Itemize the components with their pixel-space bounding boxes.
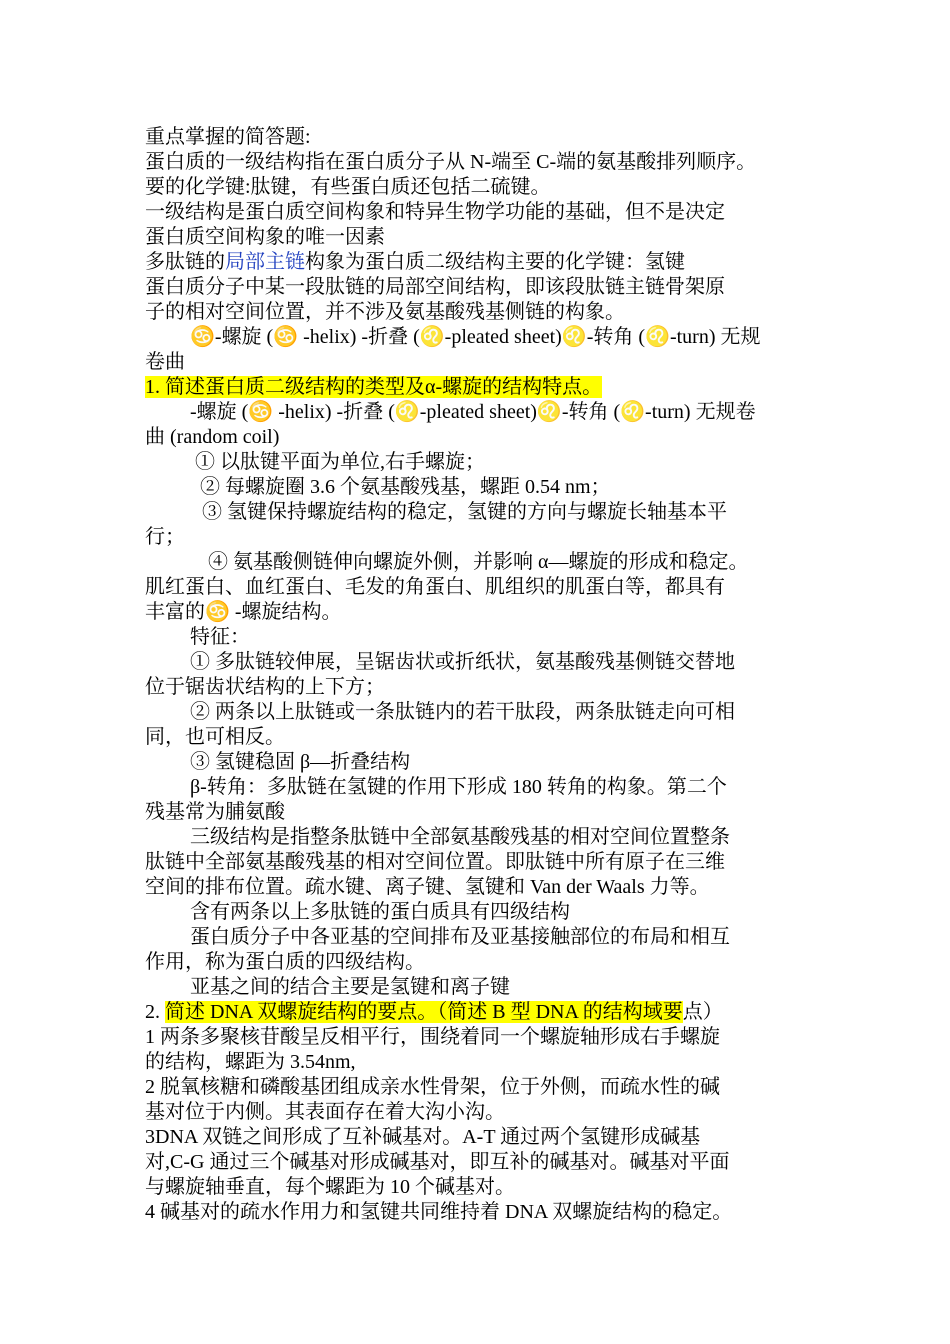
q2-line: 1 两条多聚核苷酸呈反相平行，围绕着同一个螺旋轴形成右手螺旋: [145, 1026, 720, 1048]
q1-point: ④ 氨基酸侧链伸向螺旋外侧，并影响 α—螺旋的形成和稳定。: [208, 551, 749, 573]
q1-feature: ② 两条以上肽链或一条肽链内的若干肽段，两条肽链走向可相: [190, 701, 735, 723]
q1-turn: β-转角：多肽链在氢键的作用下形成 180 转角的构象。第二个: [190, 776, 727, 798]
secondary-line: 卷曲: [145, 351, 185, 373]
text-span: 多肽链的: [145, 251, 225, 273]
q1-point: ② 每螺旋圈 3.6 个氨基酸残基，螺距 0.54 nm；: [200, 476, 611, 498]
highlight-link-text: 局部主链: [225, 251, 305, 273]
q1-line: -螺旋 (♋ -helix) -折叠 (♌-pleated sheet)♌-转角 (♌-turn) 无规卷: [190, 401, 756, 423]
q1-feature: ① 多肽链较伸展，呈锯齿状或折纸状，氨基酸残基侧链交替地: [190, 651, 735, 673]
q1-line: 残基常为脯氨酸: [145, 801, 285, 823]
q1-features-label: 特征：: [190, 626, 250, 648]
q1-point: ③ 氢键保持螺旋结构的稳定，氢键的方向与螺旋长轴基本平: [202, 501, 727, 523]
q2-line: 4 碱基对的疏水作用力和氢键共同维持着 DNA 双螺旋结构的稳定。: [145, 1201, 733, 1223]
q2-line: 2 脱氧核糖和磷酸基团组成亲水性骨架，位于外侧，而疏水性的碱: [145, 1076, 720, 1098]
primary-line: 蛋白质空间构象的唯一因素: [145, 226, 385, 248]
q1-point: ① 以肽键平面为单位,右手螺旋；: [195, 451, 485, 473]
q1-quaternary: 蛋白质分子中各亚基的空间排布及亚基接触部位的布局和相互: [190, 926, 730, 948]
secondary-line: [145, 250, 810, 274]
q1-line: 肌红蛋白、血红蛋白、毛发的角蛋白、肌组织的肌蛋白等，都具有: [145, 576, 725, 598]
q1-line: 同，也可相反。: [145, 726, 285, 748]
primary-line: 蛋白质的一级结构指在蛋白质分子从 N-端至 C-端的氨基酸排列顺序。: [145, 151, 757, 173]
q1-quaternary: 亚基之间的结合主要是氢键和离子键: [190, 976, 510, 998]
doc-title: 重点掌握的简答题:: [145, 126, 311, 148]
q1-feature: ③ 氢键稳固 β—折叠结构: [190, 751, 411, 773]
question-2-heading: [145, 1000, 810, 1024]
text-span: 点）: [682, 1001, 723, 1023]
q1-line: 空间的排布位置。疏水键、离子键、氢键和 Van der Waals 力等。: [145, 876, 710, 898]
q2-line: 的结构，螺距为 3.54nm,: [145, 1051, 356, 1073]
q1-line: 作用，称为蛋白质的四级结构。: [145, 951, 425, 973]
primary-line: 要的化学键:肽键，有些蛋白质还包括二硫键。: [145, 176, 551, 198]
question-1-heading: [145, 375, 810, 399]
q2-line: 基对位于内侧。其表面存在着大沟小沟。: [145, 1101, 505, 1123]
q1-line: 曲 (random coil): [145, 426, 280, 448]
q2-line: 3DNA 双链之间形成了互补碱基对。A-T 通过两个氢键形成碱基: [145, 1126, 701, 1148]
q1-line: 行；: [145, 526, 185, 548]
q1-tertiary: 三级结构是指整条肽链中全部氨基酸残基的相对空间位置整条: [190, 826, 730, 848]
secondary-line: 蛋白质分子中某一段肽链的局部空间结构，即该段肽链主链骨架原: [145, 276, 725, 298]
primary-line: 一级结构是蛋白质空间构象和特异生物学功能的基础，但不是决定: [145, 201, 725, 223]
highlighted-heading: 简述 DNA 双螺旋结构的要点。（简述 B 型 DNA 的结构域要: [165, 1001, 683, 1023]
q1-quaternary: 含有两条以上多肽链的蛋白质具有四级结构: [190, 901, 570, 923]
text-span: 构象为蛋白质二级结构主要的化学键：氢键: [305, 251, 685, 273]
q1-line: 丰富的♋ -螺旋结构。: [145, 601, 342, 623]
q2-line: 对,C-G 通过三个碱基对形成碱基对，即互补的碱基对。碱基对平面: [145, 1151, 730, 1173]
question-number: 2.: [145, 1001, 165, 1023]
q1-line: 位于锯齿状结构的上下方；: [145, 676, 385, 698]
secondary-line: 子的相对空间位置，并不涉及氨基酸残基侧链的构象。: [145, 301, 625, 323]
q1-line: 肽链中全部氨基酸残基的相对空间位置。即肽链中所有原子在三维: [145, 851, 725, 873]
highlighted-heading: 1. 简述蛋白质二级结构的类型及α-螺旋的结构特点。: [145, 376, 603, 398]
secondary-types-line: ♋-螺旋 (♋ -helix) -折叠 (♌-pleated sheet)♌-转角 (♌-turn) 无规: [190, 326, 761, 348]
q2-line: 与螺旋轴垂直，每个螺距为 10 个碱基对。: [145, 1176, 515, 1198]
